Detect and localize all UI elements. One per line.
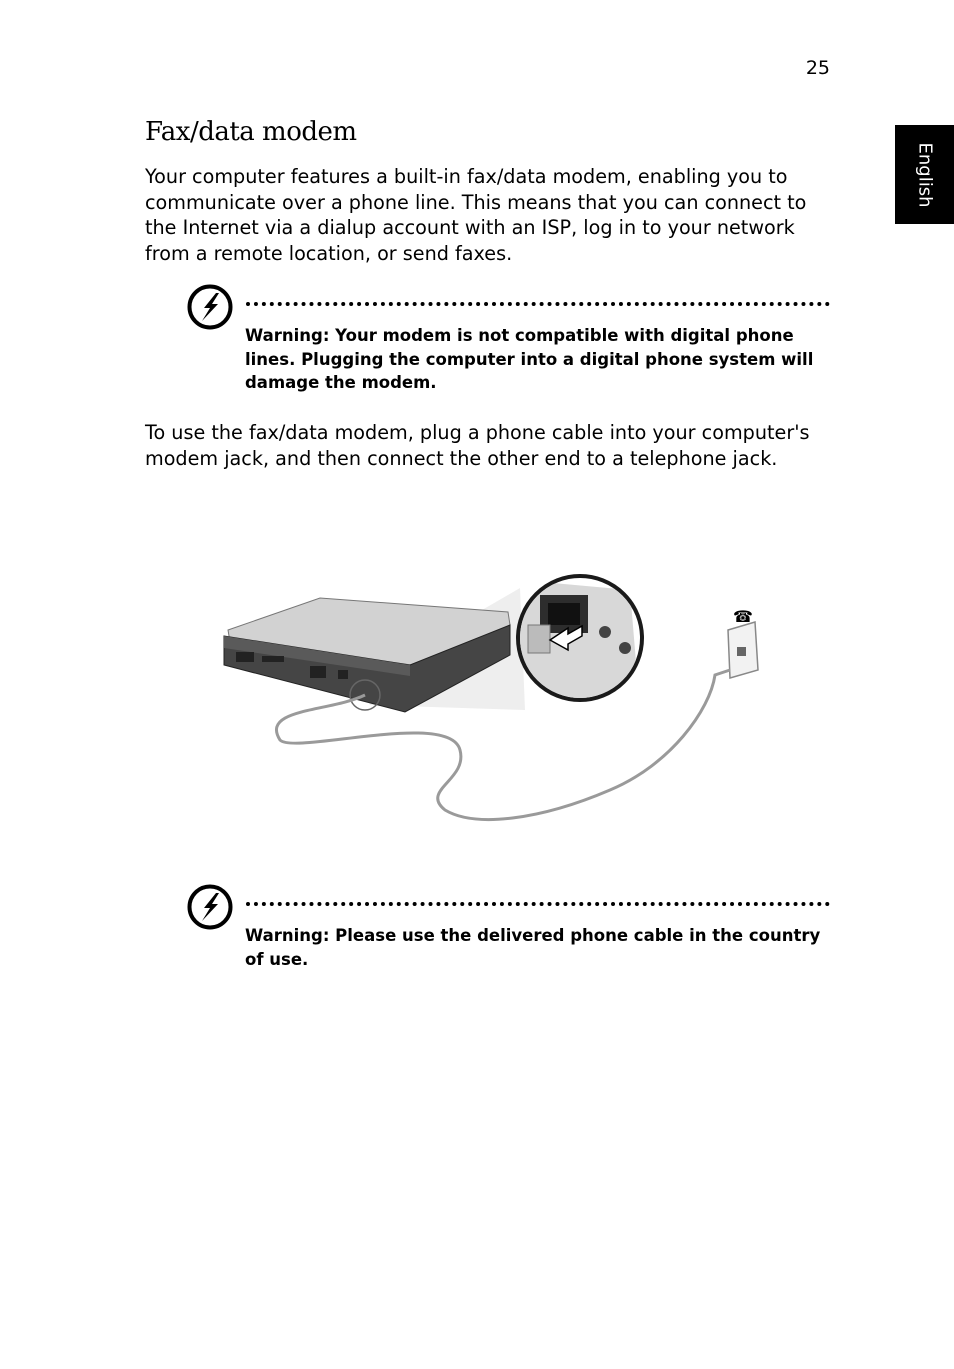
intro-paragraph: Your computer features a built-in fax/data modem, enabling you to communicate over a phone line. This means that you can connect to the Internet via a dialup account with an ISP, log in to your network from a remote location, or send faxes. xyxy=(145,165,807,265)
warning-text: Warning: Your modem is not compatible with digital phone lines. Plugging the computer into a digital phone system will damage the modem. xyxy=(245,326,814,392)
usage-paragraph: To use the fax/data modem, plug a phone cable into your computer's modem jack, and then connect the other end to a telephone jack. xyxy=(145,421,810,470)
language-tab-label: English xyxy=(914,142,935,207)
language-tab xyxy=(895,125,954,224)
telephone-icon: ☎ xyxy=(733,607,753,626)
warning-text: Warning: Please use the delivered phone cable in the country of use. xyxy=(245,926,821,969)
page-number: 25 xyxy=(805,57,830,79)
lightning-warning-icon xyxy=(187,284,233,330)
warning-divider xyxy=(246,902,830,906)
section-title: Fax/data modem xyxy=(145,117,357,147)
lightning-warning-icon xyxy=(187,884,233,930)
warning-divider xyxy=(246,302,830,306)
modem-connection-illustration xyxy=(210,570,770,825)
